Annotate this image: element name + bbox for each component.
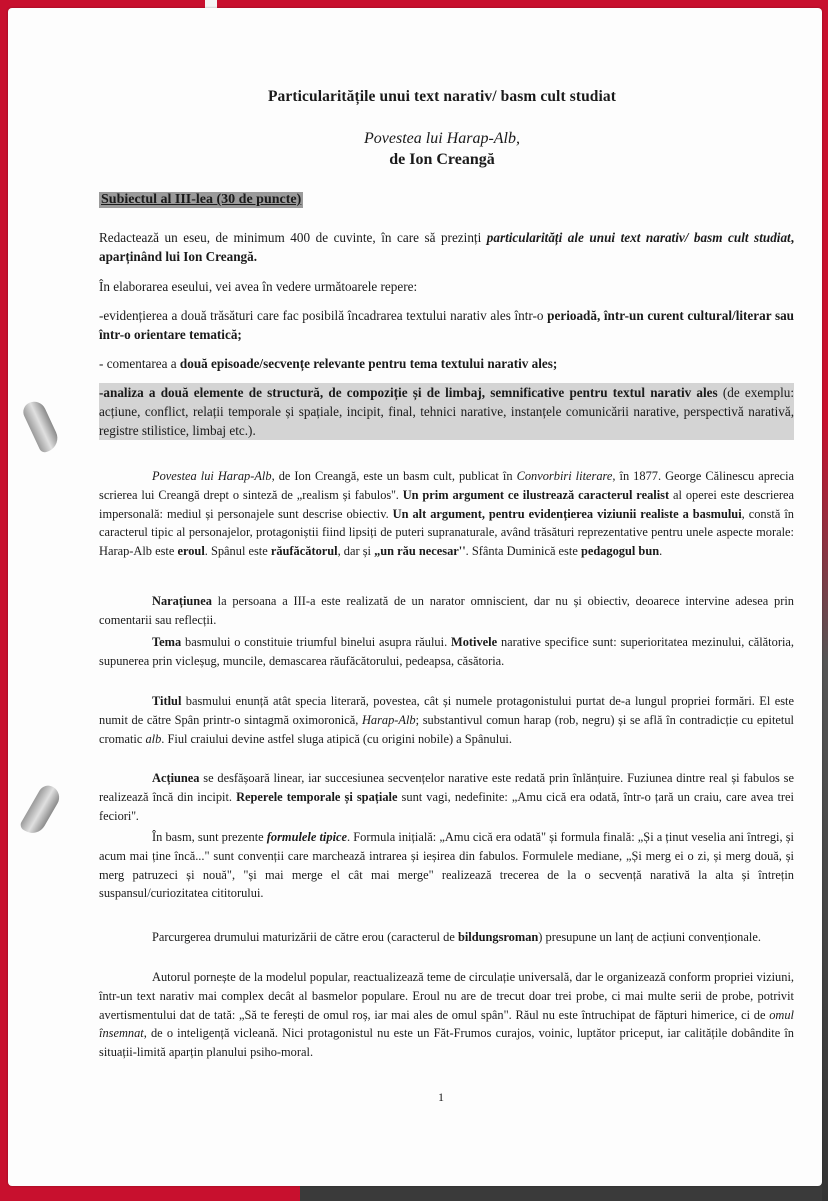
task-paragraph: Redactează un eseu, de minimum 400 de cuvinte, în care să prezinți particularități ale unui text narativ/ basm cult studiat, aparținând lui Ion Creangă. xyxy=(99,230,795,264)
essay-paragraph-6: În basm, sunt prezente formulele tipice. Formula inițială: „Amu cică era odată" și formula finală: „Și a ținut veselia ani întregi, și acum mai ține încă..." sunt convenții care marchează intrarea și ieșirea din fabulos. Formulele mediane, „Și merg ei o zi, și merg două, și merg patruzeci și nouă", "și mai merge el cât mai merge" realizează trecerea de la o secvență narativă la alta și întrețin suspansul/curiozitatea cititorului. xyxy=(99,830,794,901)
background-edge xyxy=(822,0,828,1201)
author-line: de Ion Creangă xyxy=(389,151,495,168)
document-page xyxy=(8,8,822,1186)
criterion-3: -analiza a două elemente de structură, de compoziție și de limbaj, semnificative pentru textul narativ ales (de exemplu: acțiune, conflict, relații temporale și spațiale, incipit, final, tehnici narative, instanțele comunicării narative, perspectivă narativă, registre stilistice, limbaj etc.). xyxy=(99,385,794,438)
document-title: Particularitățile unui text narativ/ basm cult studiat xyxy=(267,88,617,105)
binder-clip-icon xyxy=(18,782,63,838)
essay-paragraph-5: Acțiunea se desfășoară linear, iar succesiunea secvențelor narative este redată prin înlănțuire. Fuziunea dintre real și fabulos se realizează încă din incipit. Reperele temporale și spațiale sunt vagi, nedefinite: „Amu cică era odată, într-o țară un craiu, care avea trei feciori''. xyxy=(99,771,794,823)
essay-paragraph-3: Tema basmului o constituie triumful binelui asupra răului. Motivele narative specifice sunt: superioritatea mezinului, călătoria, supunerea prin vicleșug, muncile, demascarea răufăcătorului, pedeapsa, căsătoria. xyxy=(99,635,794,668)
background-gap xyxy=(205,0,217,8)
subject-heading: Subiectul al III-lea (30 de puncte) xyxy=(101,192,302,207)
essay-paragraph-4: Titlul basmului enunță atât specia literară, povestea, cât și numele protagonistului purtat de-a lungul propriei formări. El este numit de către Spân printr-o sintagmă oximoronică, Harap-Alb; substantivul comun harap (rob, negru) și se află în contradicție cu epitetul cromatic alb. Fiul craiului devine astfel sluga atipică (cu origini nobile) a Spânului. xyxy=(99,694,794,746)
essay-paragraph-2: Narațiunea la persoana a III-a este realizată de un narator omniscient, dar nu și obiectiv, deoarece intervine adesea prin comentarii sau reflecții. xyxy=(99,594,794,627)
work-title: Povestea lui Harap-Alb, xyxy=(364,130,520,147)
essay-paragraph-8: Autorul pornește de la modelul popular, reactualizează teme de circulație universală, dar le organizează conform propriei viziuni, într-un text narativ mai complex decât al basmelor populare. Eroul nu are de trecut doar trei probe, ci mai multe serii de probe, potrivit avertismentului dat de tată: „Să te ferești de omul roș, iar mai ales de omul spân". Răul nu este întruchipat de făpturi himerice, ci de omul însemnat, de o inteligență vicleană. Nici protagonistul nu este un Făt-Frumos curajos, voinic, luptător priceput, iar calitățile dobândite în situații-limită aparțin planului psiho-moral. xyxy=(99,970,794,1060)
essay-paragraph-7: Parcurgerea drumului maturizării de către erou (caracterul de bildungsroman) presupune un lanț de acțiuni convenționale. xyxy=(152,930,761,944)
binder-clip-icon xyxy=(20,398,62,454)
essay-paragraph-1: Povestea lui Harap-Alb, de Ion Creangă, este un basm cult, publicat în Convorbiri literare, în 1877. George Călinescu aprecia scrierea lui Creangă drept o sinteză de „realism și fabulos''. Un prim argument ce ilustrează caracterul realist al operei este descrierea impersonală: mediul și personajele sunt descrise obiectiv. Un alt argument, pentru evidențierea viziunii realiste a basmului, constă în caracterul tipic al personajelor, protagoniștii fiind lipsiți de puteri supranaturale, având trăsături reprezentative pentru unele aspecte morale: Harap-Alb este eroul. Spânul este răufăcătorul, dar și „un rău necesar''. Sfânta Duminică este pedagogul bun. xyxy=(99,469,795,559)
page-number: 1 xyxy=(438,1090,444,1104)
criterion-1: -evidențierea a două trăsături care fac posibilă încadrarea textului narativ ales într-o perioadă, într-un curent cultural/literar sau într-o orientare tematică; xyxy=(99,308,795,342)
criterion-2: - comentarea a două episoade/secvențe relevante pentru tema textului narativ ales; xyxy=(99,356,558,371)
intro-line: În elaborarea eseului, vei avea în vedere următoarele repere: xyxy=(99,279,418,294)
